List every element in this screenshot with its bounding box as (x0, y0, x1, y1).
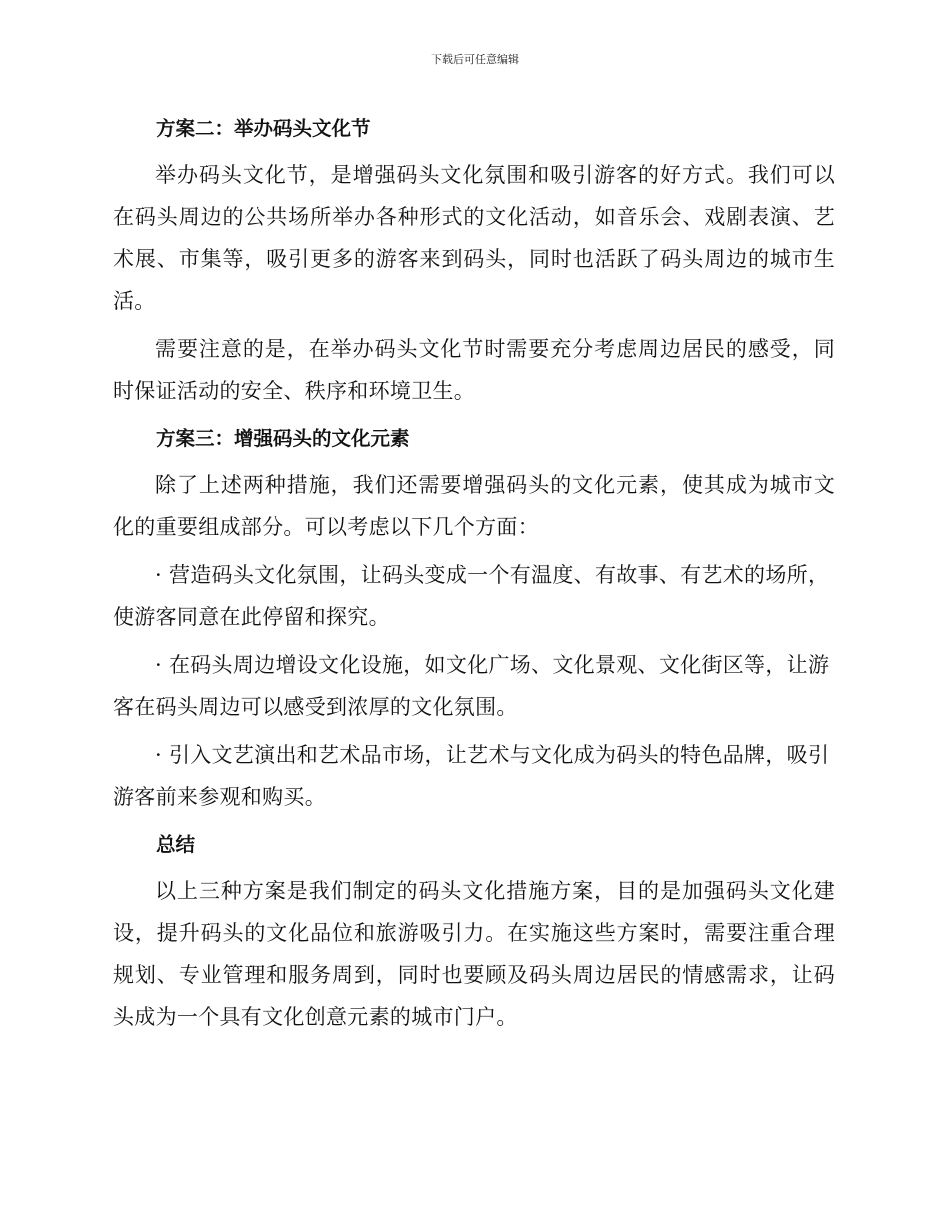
section-heading-summary: 总结 (156, 833, 196, 856)
section-heading-plan-two: 方案二：举办码头文化节 (156, 117, 371, 140)
section-heading-plan-three: 方案三：增强码头的文化元素 (156, 427, 410, 450)
paragraph: 以上三种方案是我们制定的码头文化措施方案，目的是加强码头文化建设，提升码头的文化品位和旅游吸引力。在实施这些方案时，需要注重合理规划、专业管理和服务周到，同时也要顾及码头周边居民的情感需求，让码头成为一个具有文化创意元素的城市门户。 (113, 879, 835, 1029)
bullet-item: · 在码头周边增设文化设施，如文化广场、文化景观、文化街区等，让游客在码头周边可以感受到浓厚的文化氛围。 (113, 653, 830, 719)
page-header: 下载后可任意编辑 (431, 53, 519, 66)
bullet-item: · 营造码头文化氛围，让码头变成一个有温度、有故事、有艺术的场所，使游客同意在此停留和探究。 (113, 563, 830, 629)
paragraph: 举办码头文化节，是增强码头文化氛围和吸引游客的好方式。我们可以在码头周边的公共场所举办各种形式的文化活动，如音乐会、戏剧表演、艺术展、市集等，吸引更多的游客来到码头，同时也活跃了码头周边的城市生活。 (113, 163, 835, 313)
paragraph: 除了上述两种措施，我们还需要增强码头的文化元素，使其成为城市文化的重要组成部分。可以考虑以下几个方面： (113, 473, 835, 539)
document-body (113, 106, 835, 1044)
paragraph: 需要注意的是，在举办码头文化节时需要充分考虑周边居民的感受，同时保证活动的安全、秩序和环境卫生。 (113, 337, 835, 403)
bullet-item: · 引入文艺演出和艺术品市场，让艺术与文化成为码头的特色品牌，吸引游客前来参观和购买。 (113, 743, 830, 809)
